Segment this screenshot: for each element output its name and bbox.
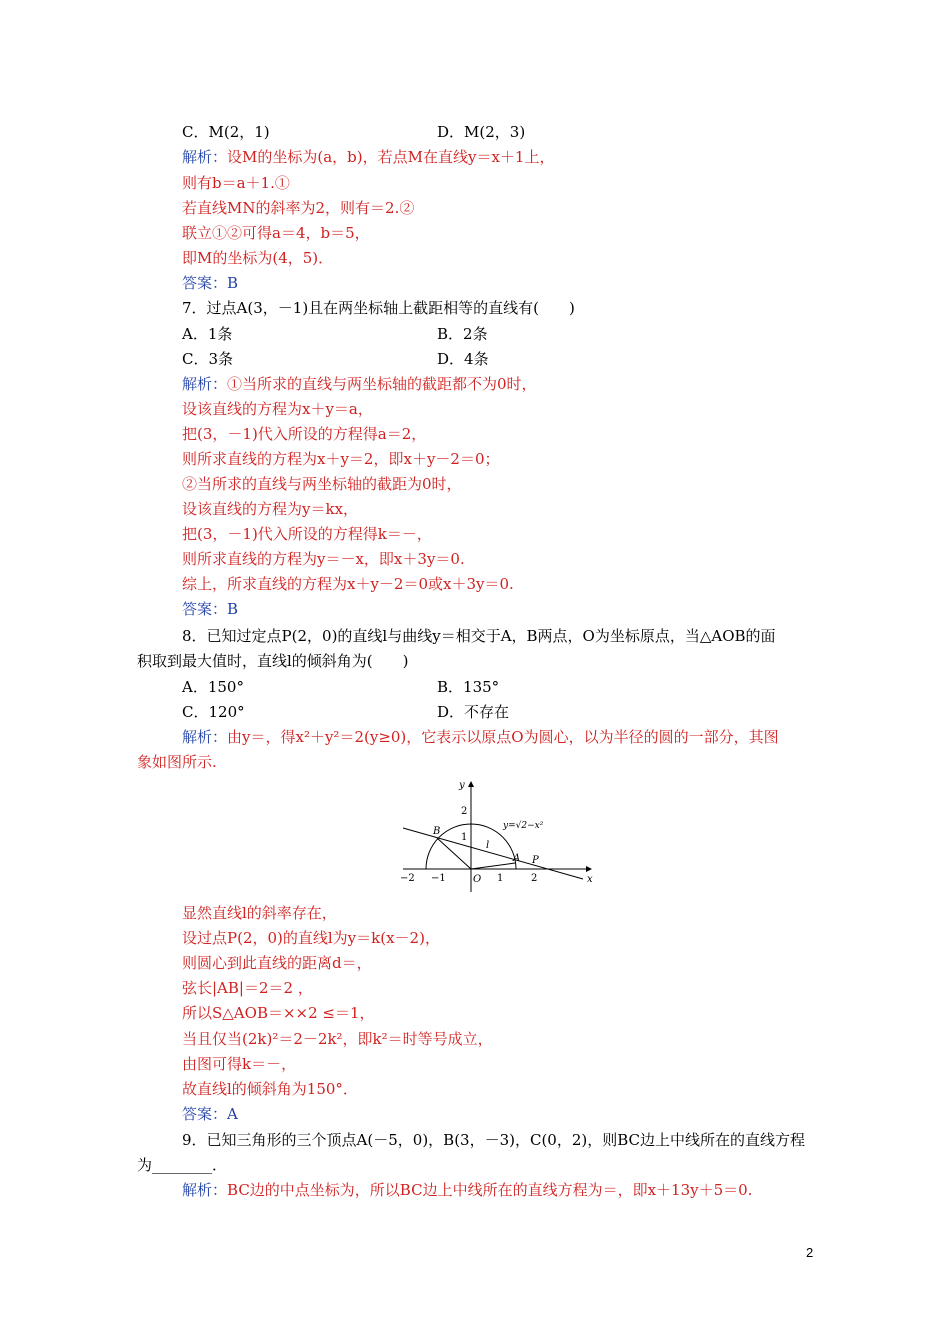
q7-analysis-line bbox=[182, 374, 537, 394]
q7-analysis-line: 则所求直线的方程为x＋y＝2，即x＋y－2＝0； bbox=[182, 450, 500, 468]
q7-analysis-line: 综上，所求直线的方程为x＋y－2＝0或x＋3y＝0. bbox=[182, 575, 514, 593]
q6-option-d: D．M(2，3) bbox=[437, 123, 526, 141]
q7-stem: 7．过点A(3，－1)且在两坐标轴上截距相等的直线有( ) bbox=[182, 299, 575, 317]
q7-analysis-line: 则所求直线的方程为y＝－x，即x＋3y＝0. bbox=[182, 550, 465, 568]
analysis-text: 设M的坐标为(a，b)，若点M在直线y＝x＋1上， bbox=[227, 148, 555, 166]
tick-x-neg2: −2 bbox=[400, 873, 415, 884]
tick-x2: 2 bbox=[531, 873, 538, 884]
answer-label: 答案： bbox=[182, 1105, 228, 1123]
line-l-label: l bbox=[486, 840, 490, 851]
tick-y2: 2 bbox=[461, 806, 468, 817]
q8-option-d: D．不存在 bbox=[437, 703, 510, 721]
q9-stem: 为________． bbox=[137, 1156, 228, 1174]
q8-stem: 8．已知过定点P(2，0)的直线l与曲线y＝相交于A，B两点，O为坐标原点，当△AOB的面 bbox=[182, 627, 776, 645]
x-axis-label: x bbox=[587, 874, 593, 885]
segment-oa bbox=[471, 863, 515, 869]
q7-analysis-line: 把(3，－1)代入所设的方程得a＝2， bbox=[182, 425, 427, 443]
q8-analysis-line: 象如图所示. bbox=[137, 753, 217, 771]
analysis-label: 解析： bbox=[182, 728, 228, 746]
q8-option-c: C．120° bbox=[182, 703, 245, 721]
q7-option-b: B．2条 bbox=[437, 325, 488, 343]
analysis-text: BC边的中点坐标为，所以BC边上中线所在的直线方程为＝，即x＋13y＋5＝0. bbox=[227, 1181, 753, 1199]
q7-option-d: D．4条 bbox=[437, 350, 489, 368]
answer-value: B bbox=[227, 274, 239, 292]
point-p-label: P bbox=[532, 855, 539, 866]
q7-analysis-line: 设该直线的方程为x＋y＝a， bbox=[182, 400, 373, 418]
q7-analysis-line: 把(3，－1)代入所设的方程得k＝－， bbox=[182, 525, 432, 543]
analysis-text: ①当所求的直线与两坐标轴的截距都不为0时， bbox=[227, 375, 537, 393]
q6-analysis-line: 若直线MN的斜率为2，则有＝2.② bbox=[182, 199, 415, 217]
q9-stem: 9．已知三角形的三个顶点A(－5，0)，B(3，－3)，C(0，2)，则BC边上中线所在的直线方程 bbox=[182, 1131, 806, 1149]
y-axis-label: y bbox=[459, 780, 465, 791]
q8-analysis-line: 弦长|AB|＝2＝2 ， bbox=[182, 979, 313, 997]
q7-analysis-line: ②当所求的直线与两坐标轴的截距为0时， bbox=[182, 475, 462, 493]
q6-option-c: C．M(2，1) bbox=[182, 123, 270, 141]
q7-analysis-line: 设该直线的方程为y＝kx， bbox=[182, 500, 359, 518]
q6-analysis-line: 联立①②可得a＝4，b＝5， bbox=[182, 224, 370, 242]
q6-analysis-line: 即M的坐标为(4，5)． bbox=[182, 249, 334, 267]
tick-x-neg1: −1 bbox=[431, 873, 446, 884]
q8-stem: 积取到最大值时，直线l的倾斜角为( ) bbox=[137, 652, 409, 670]
q8-option-b: B．135° bbox=[437, 678, 500, 696]
q7-option-a: A．1条 bbox=[182, 325, 233, 343]
q6-analysis-line bbox=[182, 147, 554, 167]
page-number: 2 bbox=[806, 1245, 814, 1260]
q6-answer bbox=[182, 273, 238, 293]
q8-analysis-line: 故直线l的倾斜角为150°． bbox=[182, 1080, 358, 1098]
q6-analysis-line: 则有b＝a＋1.① bbox=[182, 174, 290, 192]
curve-label: y=√2−x² bbox=[503, 821, 544, 831]
analysis-label: 解析： bbox=[182, 1181, 228, 1199]
q8-analysis-line: 由图可得k＝－， bbox=[182, 1055, 297, 1073]
answer-label: 答案： bbox=[182, 600, 228, 618]
q8-analysis-line: 显然直线l的斜率存在， bbox=[182, 904, 337, 922]
analysis-text: 由y＝，得x²＋y²＝2(y≥0)，它表示以原点O为圆心，以为半径的圆的一部分，其图 bbox=[227, 728, 779, 746]
q7-answer bbox=[182, 599, 238, 619]
origin-label: O bbox=[473, 874, 482, 885]
q8-analysis-line bbox=[182, 727, 779, 747]
line-l bbox=[403, 828, 583, 879]
q8-analysis-line: 设过点P(2，0)的直线l为y＝k(x－2)， bbox=[182, 929, 440, 947]
q8-option-a: A．150° bbox=[182, 678, 244, 696]
point-a-label: A bbox=[513, 853, 521, 864]
point-b-label: B bbox=[433, 826, 441, 837]
answer-value: B bbox=[227, 600, 239, 618]
answer-label: 答案： bbox=[182, 274, 228, 292]
semicircle-figure bbox=[395, 776, 600, 894]
q7-option-c: C．3条 bbox=[182, 350, 234, 368]
tick-y1: 1 bbox=[461, 832, 468, 843]
q9-analysis-line bbox=[182, 1180, 752, 1200]
answer-value: A bbox=[227, 1105, 238, 1123]
analysis-label: 解析： bbox=[182, 375, 228, 393]
q8-analysis-line: 当且仅当(2k)²＝2－2k²，即k²＝时等号成立， bbox=[182, 1030, 493, 1048]
tick-x1: 1 bbox=[497, 873, 504, 884]
analysis-label: 解析： bbox=[182, 148, 228, 166]
q8-answer bbox=[182, 1104, 238, 1124]
q8-analysis-line: 所以S△AOB＝××2 ≤＝1， bbox=[182, 1004, 375, 1022]
q8-analysis-line: 则圆心到此直线的距离d＝， bbox=[182, 954, 372, 972]
